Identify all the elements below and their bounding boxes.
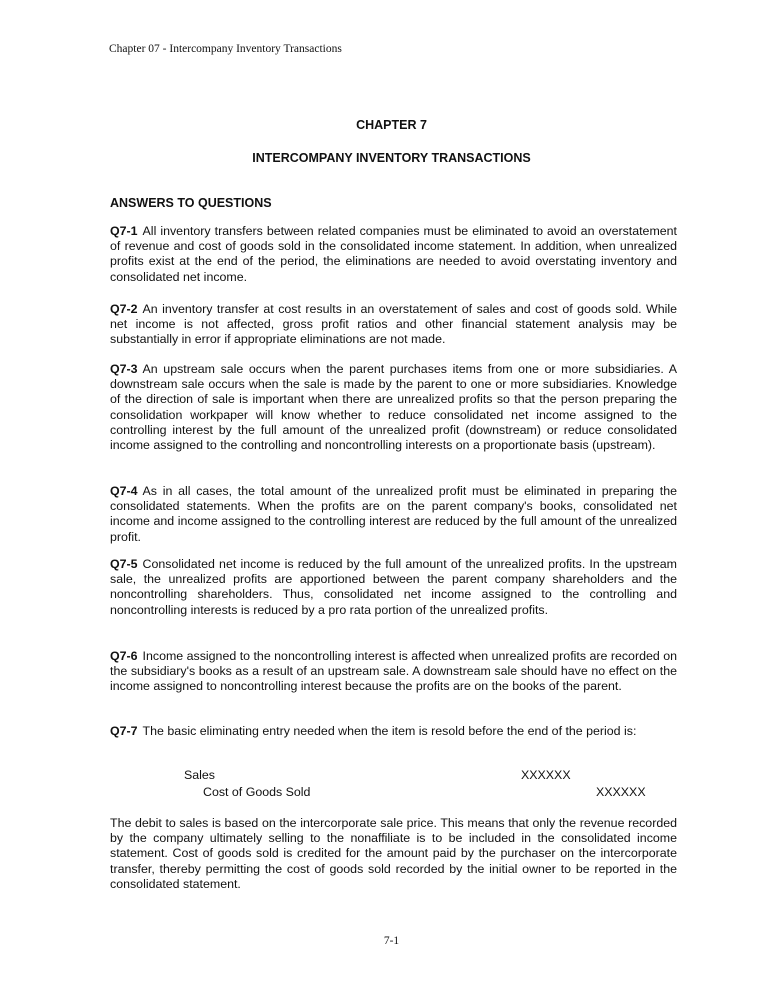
question-q7-7 bbox=[110, 724, 677, 739]
answer-text: An upstream sale occurs when the parent purchases items from one or more subsidiaries. A downstream sale occurs when the sale is made by the parent to one or more subsidiaries. Knowledge of the direction of sale is important when there are unrealized profits so that the person preparing the consolidation workpaper will know whether to reduce consolidated net income assigned to the controlling interest by the full amount of the unrealized profit (downstream) or reduce consolidated income assigned to the controlling and noncontrolling interests on a proportionate basis (upstream). bbox=[110, 362, 677, 453]
question-q7-5 bbox=[110, 557, 677, 618]
answer-text: The basic eliminating entry needed when the item is resold before the end of the period is: bbox=[142, 724, 637, 738]
answer-text: As in all cases, the total amount of the unrealized profit must be eliminated in preparing the consolidated statements. When the profits are on the parent company's books, consolidated net income and income assigned to the controlling interest are reduced by the full amount of the unrealized profit. bbox=[110, 484, 677, 544]
answer-text: All inventory transfers between related companies must be eliminated to avoid an overstatement of revenue and cost of goods sold in the consolidated income statement. In addition, when unrealized profits exist at the end of the period, the eliminations are needed to avoid overstating inventory and consolidated net income. bbox=[110, 224, 677, 284]
answer-text: Consolidated net income is reduced by the full amount of the unrealized profits. In the upstream sale, the unrealized profits are apportioned between the parent company shareholders and the noncontrolling shareholders. Thus, consolidated net income assigned to the controlling and noncontrolling interests is reduced by a pro rata portion of the unrealized profits. bbox=[110, 557, 677, 617]
answer-text: An inventory transfer at cost results in an overstatement of sales and cost of goods sold. While net income is not affected, gross profit ratios and other financial statement analysis may be substantially in error if appropriate eliminations are not made. bbox=[110, 302, 677, 347]
question-id: Q7-4 bbox=[110, 484, 138, 498]
chapter-label: CHAPTER 7 bbox=[356, 118, 427, 132]
question-id: Q7-6 bbox=[110, 649, 138, 663]
question-id: Q7-5 bbox=[110, 557, 138, 571]
chapter-title: INTERCOMPANY INVENTORY TRANSACTIONS bbox=[252, 151, 531, 165]
entry-debit-amount: XXXXXX bbox=[521, 768, 571, 782]
question-id: Q7-1 bbox=[110, 224, 138, 238]
entry-credit-account: Cost of Goods Sold bbox=[203, 785, 311, 799]
answer-text: Income assigned to the noncontrolling interest is affected when unrealized profits are recorded on the subsidiary's books as a result of an upstream sale. A downstream sale should have no effect on the income assigned to noncontrolling interest because the profits are on the books of the parent. bbox=[110, 649, 677, 694]
question-id: Q7-2 bbox=[110, 302, 138, 316]
closing-paragraph: The debit to sales is based on the intercorporate sale price. This means that only the revenue recorded by the company ultimately selling to the nonaffiliate is to be included in the consolidated income statement. Cost of goods sold is credited for the amount paid by the purchaser on the intercorporate transfer, thereby permitting the cost of goods sold recorded by the initial owner to be reported in the consolidated statement. bbox=[110, 816, 677, 891]
question-id: Q7-7 bbox=[110, 724, 138, 738]
page-number: 7-1 bbox=[383, 935, 400, 947]
running-header: Chapter 07 - Intercompany Inventory Transactions bbox=[109, 43, 342, 55]
entry-credit-amount: XXXXXX bbox=[596, 785, 646, 799]
question-q7-6 bbox=[110, 649, 677, 695]
question-q7-2 bbox=[110, 302, 677, 348]
question-q7-4 bbox=[110, 484, 677, 545]
question-id: Q7-3 bbox=[110, 362, 138, 376]
section-heading: ANSWERS TO QUESTIONS bbox=[110, 196, 272, 210]
question-q7-3 bbox=[110, 362, 677, 453]
entry-debit-account: Sales bbox=[184, 768, 215, 782]
question-q7-1 bbox=[110, 224, 677, 285]
